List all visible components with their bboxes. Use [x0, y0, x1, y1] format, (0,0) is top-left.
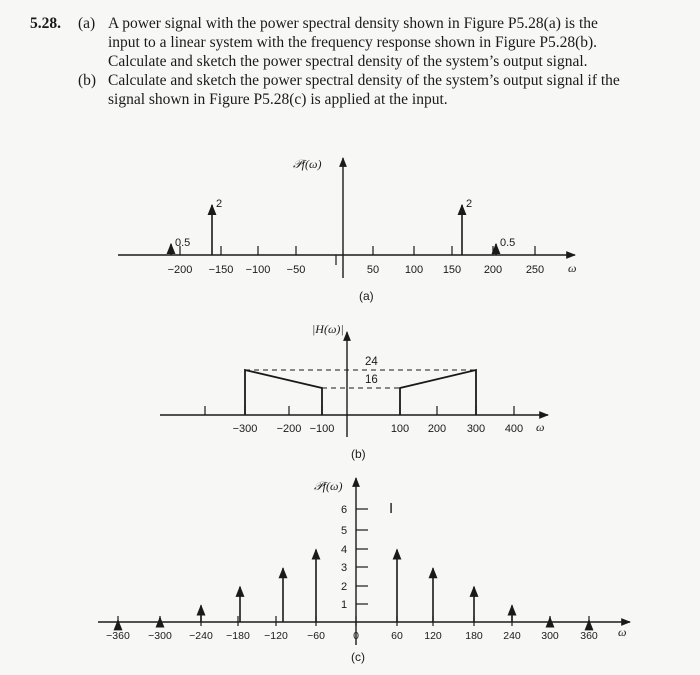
fig-c-tick-label: −240 — [189, 630, 213, 642]
fig-b-tick-label: 400 — [504, 423, 524, 435]
fig-a-xlabel: ω — [568, 261, 577, 275]
part-b-line-1: Calculate and sketch the power spectral density of the system’s output signal if the — [108, 72, 620, 89]
fig-b-xlabel: ω — [536, 420, 545, 434]
fig-a-tick-label: −150 — [208, 264, 234, 276]
figure-c — [98, 478, 630, 664]
fig-c-ticks — [106, 616, 598, 642]
fig-c-tick-label: 240 — [503, 630, 521, 642]
fig-b-level-24-label: 24 — [365, 356, 378, 368]
fig-b-right-passband — [400, 370, 476, 415]
part-b-line-2: signal shown in Figure P5.28(c) is applied at the input. — [108, 91, 448, 108]
fig-a-tick-label: 250 — [525, 264, 545, 276]
fig-a-tick-label: −200 — [167, 264, 193, 276]
fig-c-ylabel: 𝒫f(ω) — [314, 479, 343, 493]
fig-b-tick-label: −200 — [276, 423, 302, 435]
part-a-line-1: A power signal with the power spectral density shown in Figure P5.28(a) is the — [108, 15, 598, 32]
fig-b-tick-label: −300 — [232, 423, 258, 435]
fig-c-tick-label: 360 — [580, 630, 598, 642]
fig-c-y-tick-label: 4 — [340, 544, 348, 556]
fig-c-tick-label: −360 — [106, 630, 130, 642]
fig-a-tick-label: 200 — [483, 264, 503, 276]
fig-b-tick-label: 300 — [466, 423, 486, 435]
fig-c-y-tick-label: 3 — [340, 562, 348, 574]
fig-a-impulse-label: 0.5 — [500, 237, 516, 249]
figure-b — [160, 322, 548, 461]
fig-a-caption: (a) — [359, 289, 374, 303]
fig-a-impulse-label: 0.5 — [175, 237, 191, 249]
part-a-line-2: input to a linear system with the frequency response shown in Figure P5.28(b). — [108, 34, 598, 51]
part-b-label: (b) — [78, 72, 97, 89]
fig-c-caption: (c) — [351, 650, 365, 664]
fig-a-ylabel: 𝒫f(ω) — [293, 157, 322, 171]
fig-c-tick-label: 60 — [391, 630, 403, 642]
fig-c-tick-label: 0 — [353, 630, 359, 642]
fig-a-tick-label: 50 — [366, 264, 380, 276]
fig-a-tick-label: −100 — [245, 264, 271, 276]
fig-c-xlabel: ω — [618, 625, 627, 639]
fig-a-impulse-label: 2 — [216, 198, 223, 210]
fig-c-impulses — [118, 550, 589, 622]
fig-c-tick-label: −120 — [264, 630, 288, 642]
part-a-label: (a) — [78, 15, 96, 32]
fig-c-tick-label: 180 — [465, 630, 483, 642]
fig-c-tick-label: 300 — [541, 630, 559, 642]
fig-c-tick-label: −60 — [307, 630, 325, 642]
fig-a-tick-label: −50 — [286, 264, 306, 276]
fig-a-impulse-label: 2 — [466, 198, 473, 210]
fig-c-y-tick-label: 1 — [340, 599, 348, 611]
fig-c-tick-label: −180 — [226, 630, 250, 642]
fig-c-y-tick-label: 6 — [340, 504, 348, 516]
fig-b-tick-label: 100 — [390, 423, 410, 435]
fig-a-ticks — [168, 246, 545, 276]
fig-a-tick-label: 150 — [442, 264, 462, 276]
fig-b-left-passband — [245, 370, 322, 415]
problem-number: 5.28. — [30, 15, 61, 32]
part-a-line-3: Calculate and sketch the power spectral density of the system’s output signal. — [108, 53, 588, 70]
figure-a — [118, 157, 576, 303]
text-cursor-glyph: I — [389, 500, 394, 517]
fig-c-tick-label: 120 — [424, 630, 442, 642]
fig-c-tick-label: −300 — [148, 630, 172, 642]
fig-b-tick-label: −100 — [309, 423, 335, 435]
fig-b-level-16-label: 16 — [365, 374, 378, 386]
fig-b-tick-label: 200 — [427, 423, 447, 435]
fig-b-ylabel: |H(ω)| — [312, 322, 344, 336]
fig-c-y-tick-label: 2 — [340, 581, 348, 593]
fig-a-tick-label: 100 — [404, 264, 424, 276]
fig-b-caption: (b) — [351, 447, 366, 461]
fig-c-y-ticks — [341, 504, 368, 611]
fig-c-y-tick-label: 5 — [340, 525, 348, 537]
